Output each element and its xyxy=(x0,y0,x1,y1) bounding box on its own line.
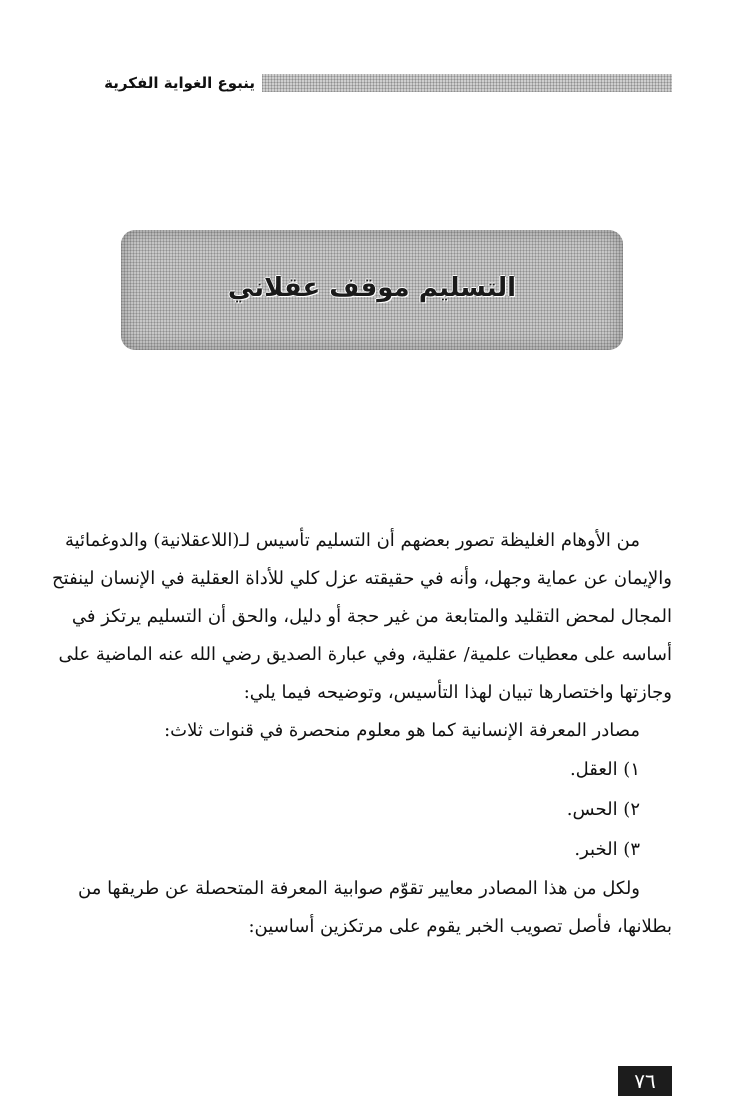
paragraph-line: والإيمان عن عماية وجهل، وأنه في حقيقته عزل كلي للأداة العقلية في الإنسان لينفتح xyxy=(52,568,672,589)
paragraph-line: ولكل من هذا المصادر معايير تقوّم صوابية المعرفة المتحصلة عن طريقها من xyxy=(78,878,640,899)
page-number: ٧٦ xyxy=(618,1066,672,1096)
intro-line: مصادر المعرفة الإنسانية كما هو معلوم منحصرة في قنوات ثلاث: xyxy=(164,720,640,741)
paragraph-line: من الأوهام الغليظة تصور بعضهم أن التسليم تأسيس لـ(اللاعقلانية) والدوغمائية xyxy=(64,530,640,551)
chapter-title: التسليم موقف عقلاني xyxy=(227,273,517,303)
list-item: ٢) الحس. xyxy=(566,799,640,820)
chapter-title-banner xyxy=(121,230,623,350)
list-item: ١) العقل. xyxy=(569,759,640,780)
running-header-title: ينبوع الغواية الفكرية xyxy=(104,74,255,92)
paragraph-line: بطلانها، فأصل تصويب الخبر يقوم على مرتكزين أساسين: xyxy=(248,916,672,937)
header-decorative-bar xyxy=(262,74,672,92)
paragraph-line: وجازتها واختصارها تبيان لهذا التأسيس، وتوضيحه فيما يلي: xyxy=(243,682,672,703)
body-text xyxy=(52,522,672,946)
list-item: ٣) الخبر. xyxy=(574,839,640,860)
paragraph-line: المجال لمحض التقليد والمتابعة من غير حجة أو دليل، والحق أن التسليم يرتكز في xyxy=(71,606,672,627)
paragraph-line: أساسه على معطيات علمية/ عقلية، وفي عبارة الصديق رضي الله عنه الماضية على xyxy=(58,644,672,665)
